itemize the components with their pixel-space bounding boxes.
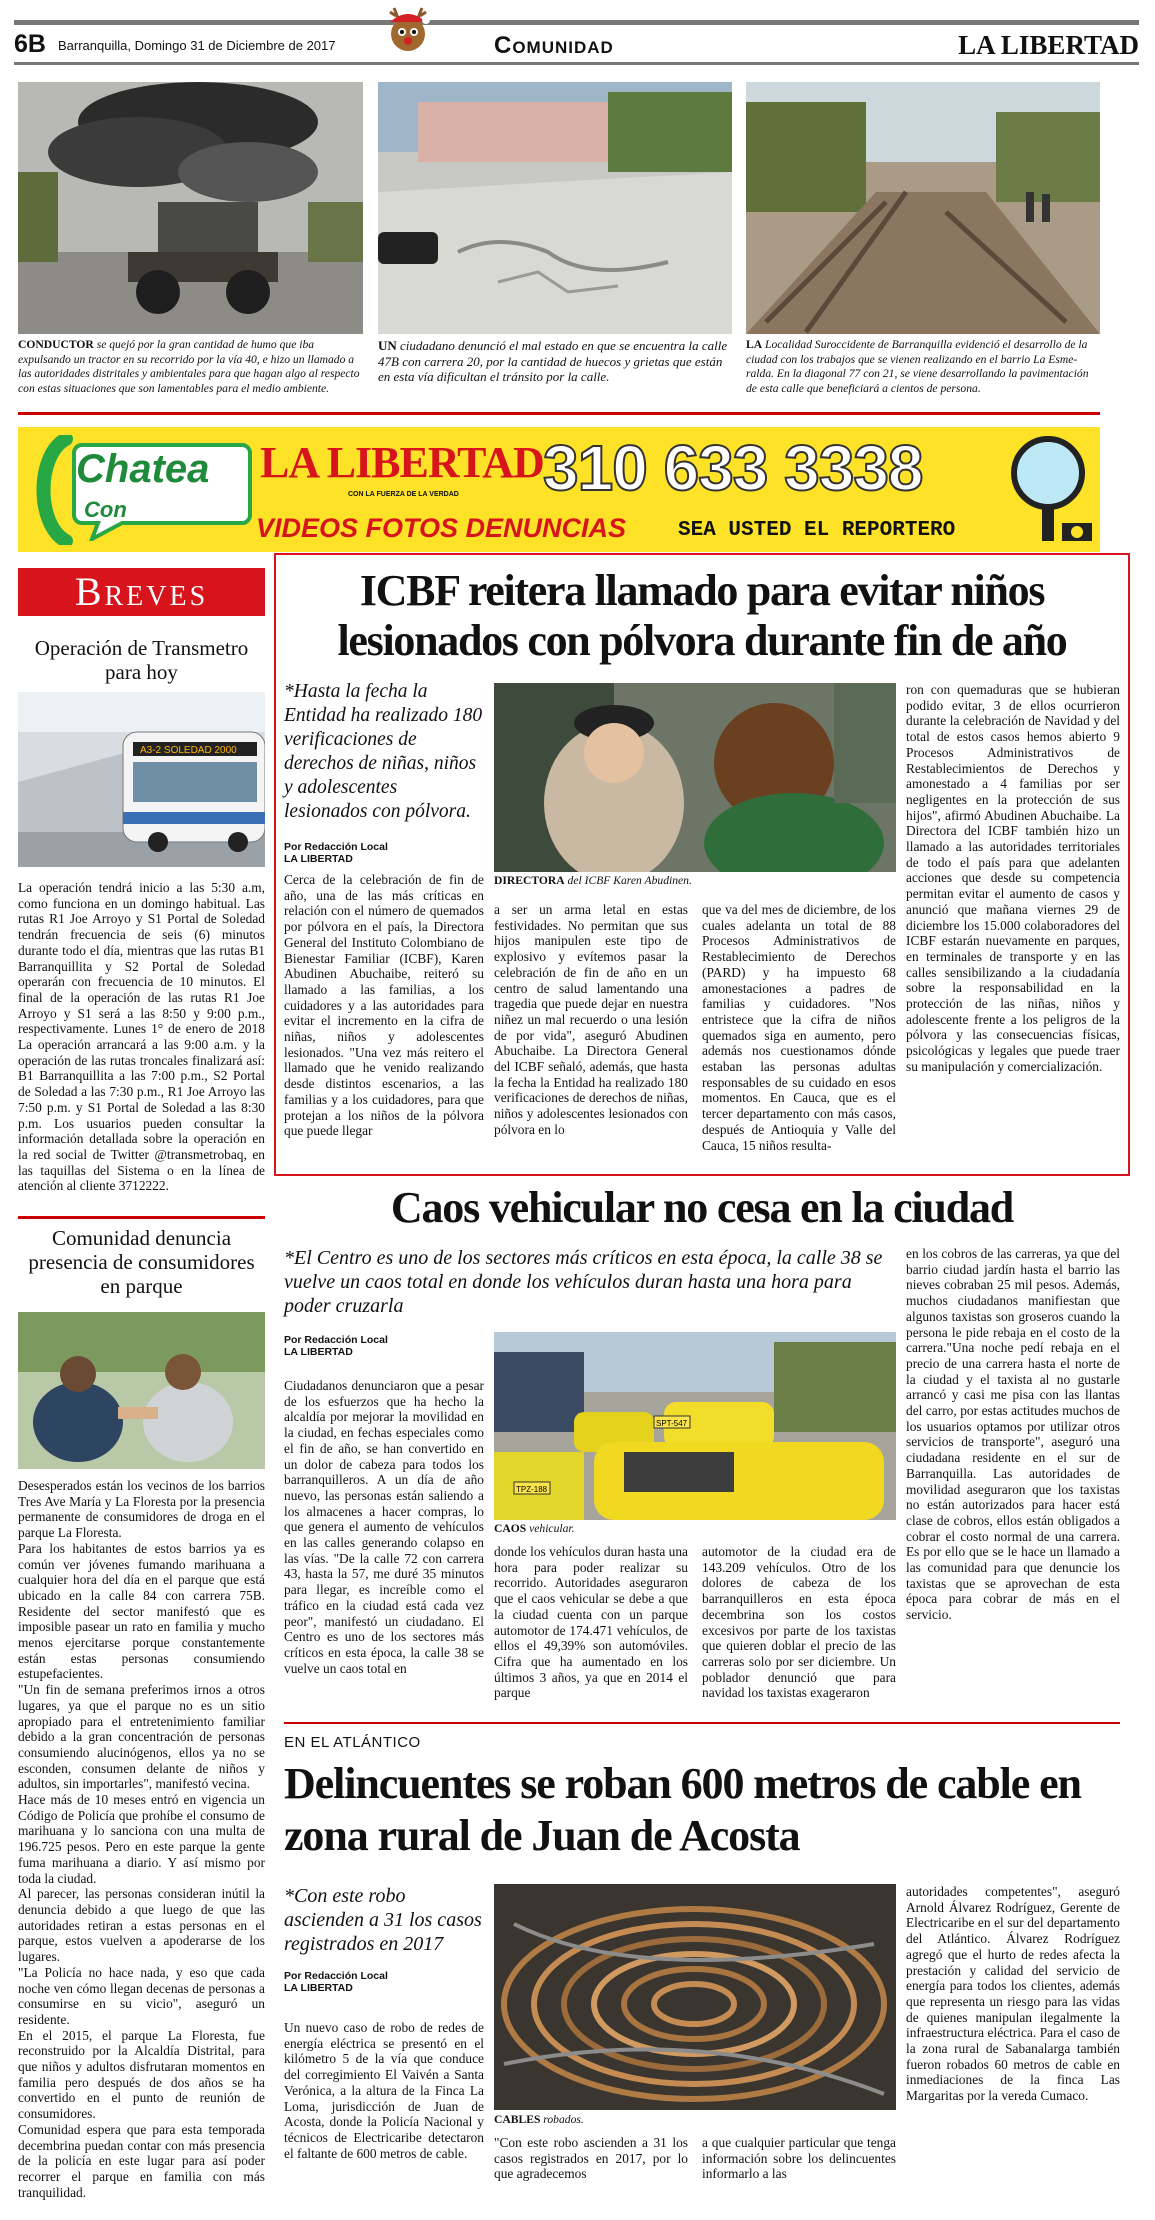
story-title-parque: Comunidad denuncia presencia de consumidores en parque	[28, 1226, 255, 1298]
paragraph: Comunidad espera que para esta temporada decembrina puedan contar con más presencia de la policía en este lugar para así poder recorrer el parque en familia con más tranquilidad.	[18, 2121, 265, 2200]
icbf-col-1: Cerca de la celebración de fin de año, una de las más críticas en relación con el número de quemados por pólvora en el país, la Directora General del Instituto Colombiano de Bienestar Familiar (ICBF), Karen Abudinen Abuchaibe, reiteró su llamado a las familias, a los cuidadores y a las autoridades para evitar el incremento en la cifra de niñas, niños y adolescentes lesionados. "Una vez más reitero el llamado que he venido realizando desde distintos escenarios, a las familias y a los cuidadores, para que protejan a los niños de la pólvora que puede llegar	[284, 872, 484, 1139]
divider	[284, 1722, 1120, 1724]
caption-text: Localidad Suroccidente de Barranquilla evidenció el desarrollo de la ciudad con los trabajos que se vienen realizando en el barrio La Esme-ralda. En la diagonal 77 con 21, se viene desarrollando la pavimentación de esta calle que beneficiará a cientos de persona.	[746, 338, 1089, 395]
caption-text: del ICBF Karen Abudinen.	[564, 874, 692, 887]
photo-tractor-smoke	[18, 82, 363, 334]
caos-dek: *El Centro es uno de los sectores más críticos en esta época, la calle 38 se vuelve un caos total en donde los vehículos duran hasta una hora para poder cruzarla	[284, 1247, 883, 1317]
photo-traffic-jam	[494, 1332, 896, 1520]
breves-parque-body	[18, 1478, 265, 2200]
caos-col-2: donde los vehículos duran hasta una hora para poder realizar su recorrido. Autoridades aseguraron que el caos vehicular se debe a que la ciudad cuenta con un parque automotor de 174.471 vehículos, de ellos el 49,39% son automóviles. Cifra que ha aumentado en los últimos 3 años, ya que en 2014 el parque	[494, 1544, 688, 1701]
icbf-photo-caption	[494, 874, 896, 889]
icbf-dek: *Hasta la fecha la Entidad ha realizado 180 verificaciones de derechos de niñas, niños y adolescentes lesionados con pólvora.	[284, 681, 483, 822]
breves-transmetro-body: La operación tendrá inicio a las 5:30 a.m, como funciona en un domingo habitual. Las rutas R1 Joe Arroyo y S1 Portal de Soledad tendrán frecuencia de seis (6) minutos durante todo el día, mientras que las rutas B1 Barranquillita y S2 Portal de Soledad operarán con frecuencia de 10 minutos. El final de la operación de las rutas R1 Joe Arroyo y S1 será a las 8:50 y 9:00 p.m., respectivamente. Lunes 1° de enero de 2018 La operación arrancará a las 9:00 a.m. y la operación de las rutas troncales finalizará así: B1 Barranquillita a las 7:00 p.m., S2 Portal de Soledad a las 7:30 p.m., R1 Joe Arroyo las 7:50 p.m. y S1 Portal de Soledad a las 8:30 p.m. Los usuarios pueden consultar la información detallada sobre la operación en la red social de Twitter @transmetrobaq, en las taquillas del Sistema o en la línea de atención al cliente 3712222.	[18, 880, 265, 1194]
page-number: 6B	[14, 30, 46, 58]
icbf-col-4: ron con quemaduras que se hubieran podido evitar, 3 de ellos ocurrieron durante la celebración de Navidad y del total de estos casos hemos abierto 9 Procesos Administrativos de Restablecimientos de Derechos y amonestado a 4 familias por ser negligentes en la protección de sus hijos", afirmó Abudinen Abuchaibe. La Directora del ICBF también hizo un llamado a las autoridades territoriales de todo el país para que adelanten acciones que desde su competencia permitan evitar el aumento de casos y anunció que mañana viernes 29 de diciembre los 15.000 colaboradores del ICBF estarán nuevamente en parques, en terminales de transporte y en las calles sensibilizando a la ciudadanía sobre la responsabilidad en la protección de las niñas, niños y adolescente frente a los peligros de la pólvora y las consecuencias físicas, psicológicas y legales que puede traer su manipulación y comercialización.	[906, 682, 1120, 1074]
icbf-headline: ICBF reitera llamado para evitar niños lesionados con pólvora durante fin de año	[337, 566, 1067, 665]
caos-col-1: Ciudadanos denunciaron que a pesar de los esfuerzos que ha hecho la alcaldía por mejorar la movilidad en la ciudad, en fechas especiales como el fin de año, se han convertido en un dolor de cabeza para todos los barranquilleros. A un día de año nuevo, las personas están saliendo a los almacenes a hacer compras, lo que genera el aumento de vehículos en las calles generando colapso en las vías. "De la calle 72 con carrera 43, hasta la 57, me duré 35 minutos para llegar, es increíble como el tráfico en la ciudad está cada vez peor", manifestó un ciudadano. El Centro es uno de los sectores más críticos en esta época, la calle 38 se vuelve un caos total en	[284, 1378, 484, 1676]
delincuentes-kicker: EN EL ATLÁNTICO	[284, 1734, 421, 1751]
dateline: Barranquilla, Domingo 31 de Diciembre de 2017	[58, 38, 336, 53]
divider	[18, 1216, 265, 1219]
caption-lead: CAOS	[494, 1522, 527, 1535]
paragraph: En el 2015, el parque La Floresta, fue reconstruido por la Alcaldía Distrital, para que niños y adultos disfrutaran momentos en familia pero después de dos años se ha convertido en el punto de reunión de consumidores.	[18, 2027, 265, 2122]
photo-damaged-street	[378, 82, 732, 334]
banner-brand: LA LIBERTAD	[260, 438, 544, 487]
delincuentes-byline	[284, 1970, 484, 1994]
paragraph: "Un fin de semana preferimos irnos a otros lugares, ya que el parque no es un sitio apropiado para el entretenimiento familiar debido a la gran concentración de personas consumiendo alucinógenos, ellos ya no se esconden, consumen delante de niños y adultos, sin importarles", manifestó vecina.	[18, 1682, 265, 1792]
byline-publication: LA LIBERTAD	[284, 853, 353, 865]
photo-park-consumers	[18, 1312, 265, 1469]
caos-headline: Caos vehicular no cesa en la ciudad	[390, 1183, 1014, 1232]
icbf-col-3: que va del mes de diciembre, de los cuales adelanta un total de 88 Procesos Administrativos de Restablecimiento de Derechos (PARD) y ha impuesto 68 amonestaciones a padres de familias y cuidadores. "Nos entristece que la cifra de niños quemados siga en aumento, pero además nos cuestionamos dónde estaban las personas adultas responsables de su cuidado en esos momentos. En Cauca, que es el tercer departamento con más casos, después de Antioquia y Valle del Cauca, 15 niños resulta-	[702, 902, 896, 1153]
caos-byline	[284, 1334, 484, 1358]
delincuentes-photo-caption	[494, 2113, 896, 2128]
caption-paving	[746, 338, 1100, 396]
banner-features: VIDEOS FOTOS DENUNCIAS	[256, 513, 627, 543]
paragraph: Al parecer, las personas consideran inútil la denuncia debido a que luego de que las autoridades retiran a estas personas en el parque, estos vuelven a apoderarse de los lugares.	[18, 1886, 265, 1965]
caption-text: robados.	[540, 2113, 584, 2126]
byline-publication: LA LIBERTAD	[284, 1346, 353, 1358]
caption-tractor	[18, 338, 363, 396]
caption-text: vehicular.	[526, 1522, 575, 1535]
banner-slogan: SEA USTED EL REPORTERO	[678, 519, 956, 542]
caption-text: ciudadano denunció el mal estado en que se encuentra la calle 47B con carrera 20, por la cantidad de huecos y grietas que están en esta vía dificultan el tránsito por la calle.	[378, 338, 728, 384]
caos-photo-caption	[494, 1522, 896, 1537]
breves-label	[18, 568, 265, 616]
section-name: Comunidad	[494, 32, 614, 59]
delincuentes-headline: Delincuentes se roban 600 metros de cable en zona rural de Juan de Acosta	[284, 1759, 1081, 1860]
byline-author: Por Redacción Local	[284, 1970, 388, 1982]
reindeer-mascot-icon	[380, 2, 436, 60]
banner-tagline: CON LA FUERZA DE LA VERDAD	[348, 491, 459, 498]
icbf-col-2: a ser un arma letal en estas festividades. No permitan que sus hijos manipulen este tipo de explosivo y evítemos pasar la celebración de fin de año en un centro de salud lamentando una tragedia que puede dejar en nuestra niñez un mal recuerdo o una lesión de por vida", aseguró Abudinen Abuchaibe. La Directora General del ICBF señaló, además, que hasta la fecha la Entidad ha realizado 180 verificaciones de derechos de niñas, niños y adolescentes lesionados con pólvora en lo	[494, 902, 688, 1137]
magnifier-icon	[998, 431, 1098, 549]
caption-lead: CONDUCTOR	[18, 338, 94, 351]
caos-col-3: automotor de la ciudad era de 143.209 vehículos. Otro de los dolores de cabeza de los barranquilleros en esta época decembrina son los costos excesivos por parte de los taxistas que quieren doblar el precio de las carreras solo por ser diciembre. Un poblador denunció que para navidad los taxistas exageraron	[702, 1544, 896, 1701]
page-header	[14, 18, 1139, 64]
con-word: Con	[84, 497, 127, 522]
caption-lead: LA	[746, 338, 763, 351]
breves-label-text: Breves	[74, 569, 209, 614]
photo-icbf-director	[494, 683, 896, 872]
caption-text: se quejó por la gran cantidad de humo que iba expulsando un tractor en su recorrido por la vía 40, e hizo un llamado a las autoridades distritales y ambientales para que hagan algo al respecto con estas situaciones que son lamentables para el medio ambiente.	[18, 338, 360, 395]
paragraph: Para los habitantes de estos barrios ya es común ver jóvenes fumando marihuana a cualquier hora del día en el parque que está ubicado en la calle 84 con carrera 75B. Residente del sector manifestó que es imposible pasear un rato en familia y mucho menos ejercitarse porque constantemente están estas personas consumiendo estupefacientes.	[18, 1540, 265, 1682]
photo-stolen-cables	[494, 1884, 896, 2110]
delincuentes-col-4: autoridades competentes", aseguró Arnold Álvarez Rodríguez, Gerente de Electricaribe en el sur del departamento del Atlántico. Álvarez Rodríguez agregó que el hurto de redes afecta la prestación y calidad del servicio de energía para todos los clientes, además que representa un riesgo para las vidas de quienes manipulan ilegalmente la infraestructura eléctrica. Para el caso de la zona rural de Sabanalarga también fueron robados 60 metros de cable en inmediaciones de la finca Las Margaritas por la vereda Cumaco.	[906, 1884, 1120, 2104]
delincuentes-dek: *Con este robo ascienden a 31 los casos registrados en 2017	[284, 1885, 482, 1955]
delincuentes-col-1: Un nuevo caso de robo de redes de energía eléctrica se presentó en el kilómetro 5 de la vía que conduce del corregimiento El Vaivén a Santa Verónica, a la altura de la Finca La Loma, jurisdicción de Juan de Acosta, donde la Policía Nacional y técnicos de Electricaribe detectaron el faltante de 600 metros de cable.	[284, 2020, 484, 2161]
story-title-transmetro: Operación de Transmetro para hoy	[34, 636, 249, 684]
icbf-byline	[284, 841, 484, 865]
delincuentes-col-2: "Con este robo ascienden a 31 los casos registrados en 2017, por lo que agradecemos	[494, 2135, 688, 2182]
caos-col-4: en los cobros de las carreras, ya que del barrio ciudad jardín hasta el barrio las nieves cobraban 25 mil pesos. Además, muchos ciudadanos manifiestan que algunos taxistas son groseros cuando la persona le pide rebaja en el costo de la carrera."Una noche pedí rebaja en el precio de una carrera hasta el norte de la ciudad y el taxista al no gustarle arrancó y casi me pisa con las llantas del carro, por estas actitudes muchos de los usuarios optamos por utilizar otros servicios de transporte", aseguró una ciudadana residente en el sur de Barranquilla. Las autoridades de movilidad aseguraron que los taxistas no están autorizados para hacer está clase de cobros, ellos están obligados a cobrar el costo normal de una carrera. Es por ello que se le hace un llamado a las comunidad para que denuncie los taxistas que se aprovechan de esta época para cobrar de más en el servicio.	[906, 1246, 1120, 1623]
caption-lead: DIRECTORA	[494, 874, 565, 887]
delincuentes-col-3: a que cualquier particular que tenga información sobre los delincuentes informarlo a las	[702, 2135, 896, 2182]
caption-street	[378, 338, 732, 385]
header-bottom-rule	[14, 62, 1139, 65]
caption-lead: CABLES	[494, 2113, 541, 2126]
divider	[18, 412, 1100, 415]
caption-lead: UN	[378, 338, 397, 353]
chatea-word: Chatea	[76, 447, 210, 491]
photo-transmetro-bus	[18, 692, 265, 867]
chatea-banner-ad[interactable]	[18, 427, 1100, 552]
banner-phone: 310 633 3338	[543, 432, 923, 504]
paragraph: Desesperados están los vecinos de los barrios Tres Ave María y La Floresta por la presencia permanente de consumidores de droga en el parque La Floresta.	[18, 1478, 265, 1541]
chatea-bubble	[52, 441, 252, 541]
plate-text: TPZ-188	[516, 1485, 548, 1494]
byline-author: Por Redacción Local	[284, 1334, 388, 1346]
byline-publication: LA LIBERTAD	[284, 1982, 353, 1994]
paragraph: Hace más de 10 meses entró en vigencia un Código de Policía que prohíbe el consumo de marihuana y lo sanciona con una multa de 196.725 pesos. Pero en este parque la gente fuma marihuana a diario. Y así mismo por toda la ciudad.	[18, 1792, 265, 1886]
byline-author: Por Redacción Local	[284, 841, 388, 853]
plate-text: SPT-547	[656, 1419, 688, 1428]
paragraph: "La Policía no hace nada, y eso que cada noche ven cómo llegan decenas de personas a consumirse en su vicio", aseguró un residente.	[18, 1964, 265, 2027]
bus-sign-text: A3-2 SOLEDAD 2000	[140, 745, 237, 756]
photo-paving-works	[746, 82, 1100, 334]
header-top-rule	[14, 20, 1139, 25]
masthead-logo: LA LIBERTAD	[958, 30, 1139, 60]
